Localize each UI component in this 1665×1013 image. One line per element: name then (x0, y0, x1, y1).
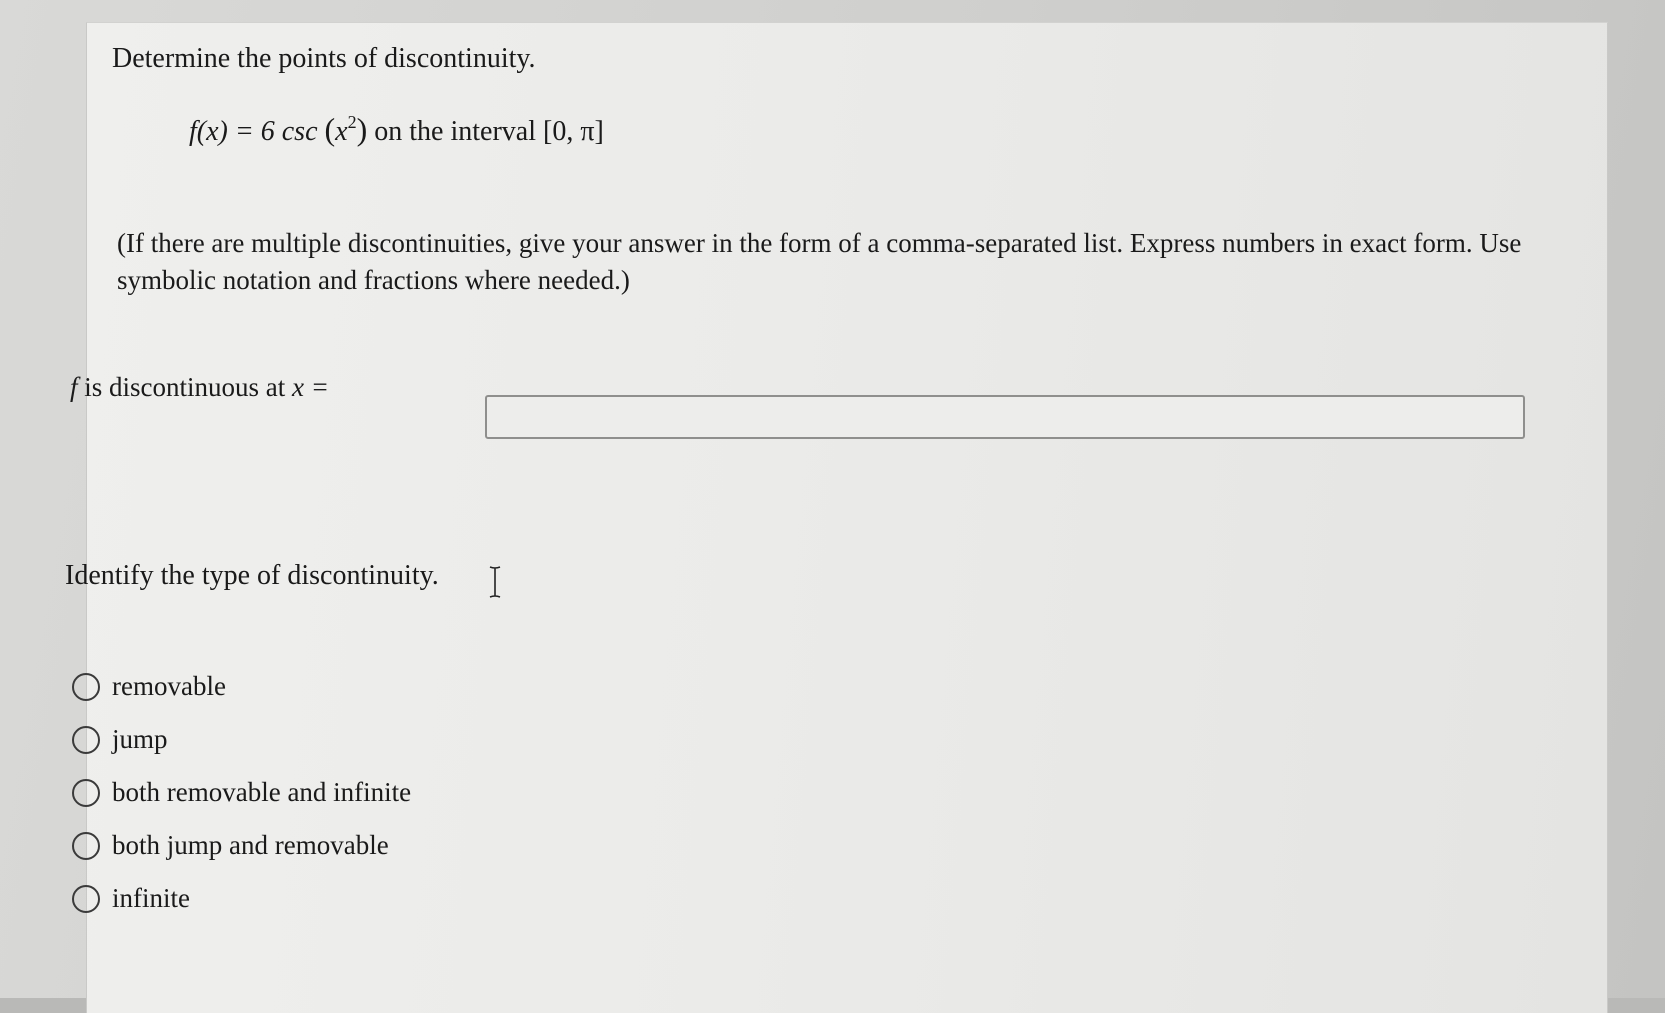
answer-label-text: is discontinuous at (84, 372, 286, 402)
radio-infinite[interactable] (72, 885, 100, 913)
instructions-text: (If there are multiple discontinuities, give your answer in the form of a comma-separated list. Express numbers in exact form. Use symbolic notation and fractions where needed.) (117, 228, 1522, 295)
option-removable[interactable] (72, 660, 411, 713)
option-label: removable (112, 671, 226, 701)
discontinuity-answer-input[interactable] (485, 395, 1525, 439)
answer-label-eq: x = (292, 372, 329, 402)
equation-interval: on the interval [0, π] (374, 116, 604, 147)
question-title: Determine the points of discontinuity. (112, 43, 536, 74)
option-label: both removable and infinite (112, 777, 412, 807)
answer-label (70, 372, 329, 403)
answer-label-var: f (70, 372, 78, 402)
option-label: jump (112, 724, 168, 754)
equation-arg-exponent: 2 (347, 112, 357, 132)
option-jump[interactable] (72, 713, 411, 766)
radio-removable-and-infinite[interactable] (72, 779, 100, 807)
discontinuity-type-options (72, 660, 411, 925)
option-infinite[interactable] (72, 872, 411, 925)
option-removable-and-infinite[interactable] (72, 766, 411, 819)
option-jump-and-removable[interactable] (72, 819, 411, 872)
equation-lhs: f(x) = 6 csc (189, 116, 318, 147)
option-label: infinite (112, 883, 190, 913)
radio-removable[interactable] (72, 673, 100, 701)
function-equation: f(x) = 6 $\csc (x^2)$ on the interval [0, π] (189, 111, 604, 147)
text-cursor-icon (488, 566, 502, 598)
radio-jump-and-removable[interactable] (72, 832, 100, 860)
type-prompt: Identify the type of discontinuity. (65, 560, 439, 591)
radio-jump[interactable] (72, 726, 100, 754)
option-label: both jump and removable (112, 830, 389, 860)
equation-arg-var: x (335, 116, 348, 147)
